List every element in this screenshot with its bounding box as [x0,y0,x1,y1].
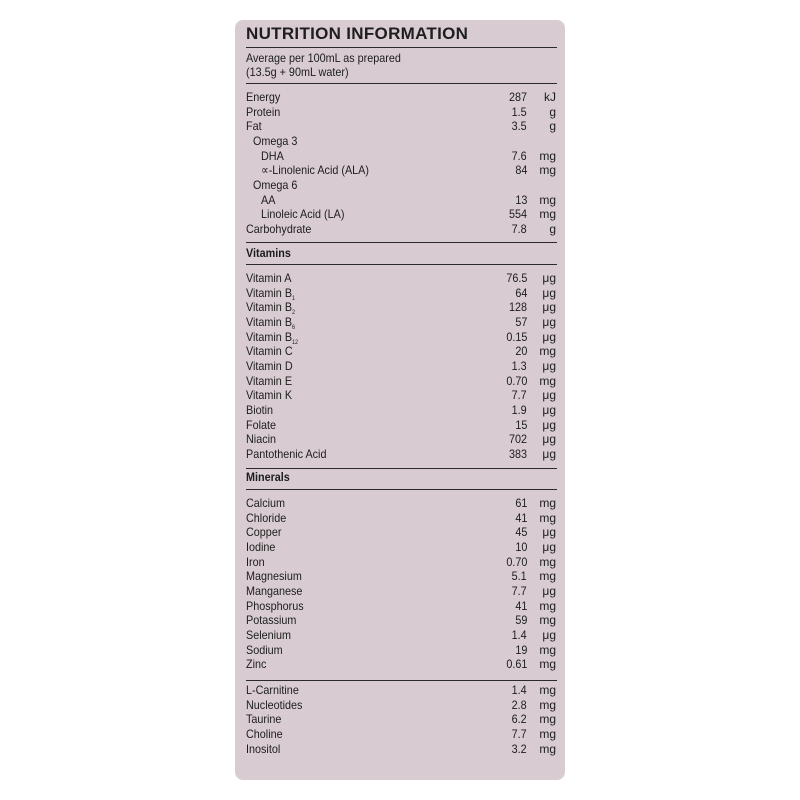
nutrient-label [246,525,281,540]
nutrient-label [261,207,344,222]
nutrient-unit: μg [542,525,556,540]
nutrient-name: Omega 3 [253,133,298,148]
nutrient-unit: mg [539,569,556,584]
mineral-row [246,569,557,584]
nutrient-value: 128 [508,300,527,315]
nutrient-name: Vitamin C [246,344,293,359]
nutrient-label [246,569,302,584]
nutrient-value: 7.8 [511,221,527,236]
nutrient-name: Taurine [246,712,282,727]
vitamin-row [246,344,557,359]
nutrient-unit: μg [542,583,556,598]
minerals-heading-divider [246,489,557,490]
other-nutrient-row [246,683,557,698]
nutrient-label [246,657,266,672]
nutrient-value: 6.2 [511,712,527,727]
nutrient-value: 0.61 [505,657,527,672]
serving-note-line-2: (13.5g + 90mL water) [246,65,349,79]
mineral-row [246,613,557,628]
nutrient-label [246,119,262,134]
nutrient-label [246,496,285,511]
nutrient-value: 3.5 [511,119,527,134]
nutrient-name: Iron [246,554,265,569]
nutrient-name: Niacin [246,432,277,447]
nutrient-name: Biotin [246,402,274,417]
nutrient-name: Omega 6 [253,177,298,192]
nutrient-value: 13 [514,192,527,207]
nutrient-label [246,584,302,599]
nutrient-value: 287 [508,90,527,104]
nutrient-name: Inositol [246,741,281,756]
nutrient-unit: g [549,119,556,134]
nutrient-subscript: 6 [292,324,296,331]
macro-row [246,193,557,208]
nutrient-label [246,90,280,105]
nutrient-unit: μg [542,388,556,403]
vitamin-row [246,271,557,286]
nutrient-name: Folate [246,417,277,432]
nutrient-label [246,418,276,433]
nutrient-value: 1.4 [511,627,527,642]
nutrient-label [246,344,293,359]
nutrient-label [246,403,273,418]
other-nutrient-row [246,742,557,757]
minerals-top-divider [246,468,557,469]
nutrient-unit: g [549,221,556,236]
nutrient-unit: mg [539,726,556,741]
nutrient-name: Vitamin D [246,358,293,373]
nutrient-value: 10 [514,539,527,554]
nutrient-value: 20 [514,344,527,359]
nutrient-value: 2.8 [511,697,527,712]
vitamin-row [246,403,557,418]
nutrient-unit: μg [542,432,556,447]
nutrient-unit: μg [542,446,556,461]
nutrient-label [246,447,326,462]
nutrient-value: 0.15 [505,329,527,344]
nutrient-label [246,599,304,614]
nutrient-value: 64 [514,285,527,300]
nutrient-value: 383 [508,446,527,461]
nutrient-value: 1.3 [511,358,527,373]
nutrient-name: Chloride [246,510,287,525]
nutrient-value: 554 [508,207,527,222]
nutrient-name: Vitamin A [246,271,292,285]
nutrient-unit: mg [539,163,556,178]
mineral-row [246,628,557,643]
mineral-row [246,584,557,599]
nutrient-name: Phosphorus [246,598,304,613]
nutrient-label [246,271,291,286]
mineral-row [246,599,557,614]
nutrient-name: Linoleic Acid (LA) [261,207,345,222]
nutrient-unit: μg [542,300,556,315]
nutrient-unit: μg [542,402,556,417]
other-nutrient-row [246,727,557,742]
nutrient-label [246,388,292,403]
mineral-row [246,540,557,555]
nutrient-value: 84 [514,163,527,178]
vitamin-row [246,315,557,330]
nutrient-value: 702 [508,432,527,447]
nutrient-name: Fat [246,119,262,134]
nutrient-label [246,742,280,757]
nutrient-name: Calcium [246,496,286,510]
nutrient-name: Pantothenic Acid [246,446,327,461]
nutrient-subscript: 12 [292,339,299,346]
mineral-row [246,657,557,672]
nutrient-name: AA [261,192,276,207]
nutrient-subscript: 1 [292,295,296,302]
macro-row [246,222,557,237]
nutrient-unit: mg [539,192,556,207]
vitamin-row [246,330,557,345]
nutrient-name: Vitamin K [246,388,293,403]
nutrient-value: 7.7 [511,583,527,598]
macro-row [246,163,557,178]
vitamins-heading-divider [246,264,557,265]
nutrient-name: Vitamin B [246,300,293,315]
nutrient-label [246,432,276,447]
nutrient-unit: μg [542,314,556,329]
nutrient-unit: μg [542,627,556,642]
nutrient-value: 45 [514,525,527,540]
vitamin-row [246,300,557,315]
nutrient-value: 7.6 [511,148,527,163]
nutrient-value: 41 [514,510,527,525]
nutrient-label [261,193,275,208]
macro-row [246,119,557,134]
nutrient-value: 3.2 [511,741,527,756]
nutrient-unit: mg [539,697,556,712]
nutrient-name: Vitamin B [246,314,293,329]
nutrient-value: 0.70 [505,554,527,569]
nutrient-name: Vitamin E [246,373,293,388]
nutrient-unit: mg [539,496,556,510]
mineral-row [246,555,557,570]
vitamin-row [246,447,557,462]
macro-row [246,90,557,105]
nutrient-value: 59 [514,613,527,628]
nutrient-label [246,374,292,389]
nutrient-unit: mg [539,657,556,672]
nutrient-label [246,613,296,628]
nutrient-label [246,712,281,727]
nutrient-name: Iodine [246,539,276,554]
nutrient-value: 0.70 [505,373,527,388]
nutrient-name: Vitamin B [246,285,293,300]
nutrient-unit: g [549,104,556,119]
nutrient-unit: μg [542,417,556,432]
nutrient-name: Sodium [246,642,283,657]
nutrient-name: Manganese [246,583,303,598]
vitamin-row [246,374,557,389]
nutrition-panel [235,20,565,780]
nutrient-label [246,511,286,526]
nutrient-value: 7.7 [511,388,527,403]
nutrient-unit: mg [539,510,556,525]
nutrient-value: 19 [514,642,527,657]
nutrient-label [246,105,280,120]
nutrient-name: Potassium [246,613,297,628]
nutrient-unit: μg [542,539,556,554]
vitamin-row [246,286,557,301]
nutrient-value: 76.5 [505,271,527,285]
macro-row [246,178,557,193]
nutrient-value: 1.4 [511,683,527,697]
nutrient-unit: kJ [544,90,556,104]
nutrient-name: Magnesium [246,569,302,584]
macro-row [246,207,557,222]
other-nutrient-row [246,712,557,727]
vitamin-row [246,388,557,403]
nutrient-unit: mg [539,613,556,628]
nutrient-value: 1.9 [511,402,527,417]
macro-row [246,149,557,164]
nutrient-name: Selenium [246,627,292,642]
nutrient-label [261,163,369,178]
nutrient-name: Carbohydrate [246,221,312,236]
vitamin-row [246,418,557,433]
serving-note-line-1: Average per 100mL as prepared [246,51,401,65]
nutrient-label [253,134,297,149]
nutrient-label [246,727,283,742]
nutrient-name: L-Carnitine [246,683,299,697]
nutrient-value: 41 [514,598,527,613]
serving-divider [246,83,557,84]
minerals-heading: Minerals [246,470,290,484]
nutrient-label [246,643,283,658]
nutrient-unit: mg [539,642,556,657]
nutrient-value: 1.5 [511,104,527,119]
nutrient-name: Choline [246,726,283,741]
nutrient-value: 5.1 [511,569,527,584]
nutrient-name: Vitamin B [246,329,293,344]
vitamin-row [246,359,557,374]
nutrient-unit: mg [539,712,556,727]
macro-row [246,105,557,120]
nutrient-label [253,178,297,193]
nutrient-value: 57 [514,314,527,329]
mineral-row [246,511,557,526]
nutrient-unit: mg [539,148,556,163]
nutrient-label [246,698,302,713]
nutrient-name: Nucleotides [246,697,303,712]
mineral-row [246,496,557,511]
other-nutrient-row [246,698,557,713]
nutrient-name: Copper [246,525,282,540]
nutrient-unit: mg [539,207,556,222]
mineral-row [246,643,557,658]
nutrient-name: DHA [261,148,284,163]
nutrient-subscript: 2 [292,310,296,317]
nutrient-unit: mg [539,598,556,613]
nutrient-label [246,683,299,698]
nutrient-name: Zinc [246,657,267,672]
title-divider [246,47,557,48]
nutrient-unit: mg [539,683,556,697]
nutrient-unit: μg [542,329,556,344]
nutrient-unit: μg [542,358,556,373]
nutrient-name: Energy [246,90,281,104]
nutrient-unit: mg [539,741,556,756]
nutrient-name: Protein [246,104,281,119]
nutrient-value: 61 [514,496,527,510]
nutrient-label [246,540,275,555]
nutrient-unit: μg [542,271,556,285]
nutrient-value: 15 [514,417,527,432]
nutrient-unit: μg [542,285,556,300]
mineral-row [246,525,557,540]
nutrient-label [246,359,293,374]
nutrient-label [246,628,291,643]
others-divider [246,680,557,681]
nutrient-unit: mg [539,373,556,388]
nutrient-label [246,222,311,237]
nutrient-value: 7.7 [511,726,527,741]
vitamin-row [246,432,557,447]
nutrient-unit: mg [539,554,556,569]
nutrient-label [261,149,284,164]
panel-title: NUTRITION INFORMATION [246,24,469,43]
nutrient-name: ∝-Linolenic Acid (ALA) [261,163,369,178]
nutrient-label [246,555,265,570]
vitamins-heading: Vitamins [246,246,291,260]
vitamins-top-divider [246,242,557,243]
macro-row [246,134,557,149]
nutrient-unit: mg [539,344,556,359]
